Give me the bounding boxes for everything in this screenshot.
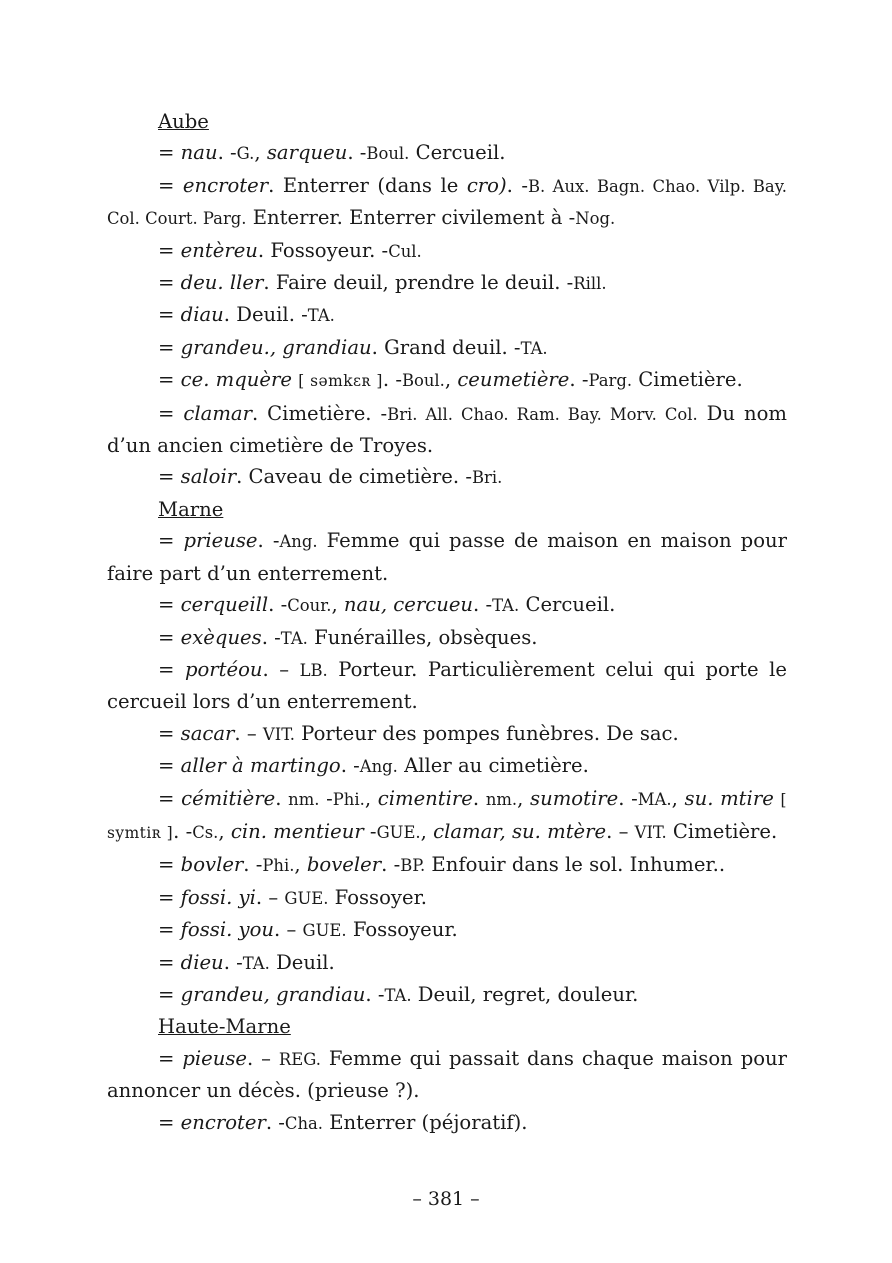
glossary-entry xyxy=(107,750,787,782)
entry-text: = xyxy=(158,529,184,553)
phonetic-transcription: [ symtiʀ ] xyxy=(107,790,787,842)
locality-abbreviation: TA. xyxy=(280,628,308,648)
entry-text: , xyxy=(364,786,378,810)
dialect-term: encroter xyxy=(180,1110,266,1134)
entry-text: = xyxy=(158,786,182,810)
entry-text: = xyxy=(158,950,181,974)
glossary-entry xyxy=(107,882,787,914)
dialect-term: su. mtire xyxy=(684,786,774,810)
locality-abbreviation: Cha. xyxy=(284,1113,324,1133)
section-heading-text: Aube xyxy=(158,110,209,133)
locality-abbreviation: GUE. xyxy=(302,921,347,941)
locality-abbreviation: MA. xyxy=(637,789,672,809)
dialect-term: exèques xyxy=(180,625,262,649)
entry-text: = xyxy=(158,593,181,617)
entry-text: . Fossoyeur. - xyxy=(257,238,389,262)
glossary-entry xyxy=(107,299,787,331)
entry-text: Cercueil. xyxy=(409,141,506,165)
locality-abbreviation: Rill. xyxy=(573,274,607,294)
entry-text: = xyxy=(158,303,181,327)
dialect-term: sacar xyxy=(180,721,235,745)
entry-text: . - xyxy=(265,1110,285,1134)
entry-text: . Enterrer (dans le xyxy=(268,173,467,197)
dialect-term: fossi. yi xyxy=(180,885,256,909)
locality-abbreviation: Phi. xyxy=(262,856,295,876)
entry-text: . xyxy=(472,786,486,810)
entry-text: = xyxy=(158,271,181,295)
entry-text: Femme qui passait dans chaque maison pour annoncer un décès. (prieuse ?). xyxy=(107,1046,788,1103)
document-body xyxy=(107,106,787,1139)
glossary-entry xyxy=(107,1043,787,1107)
entry-text: . Deuil. - xyxy=(223,303,308,327)
glossary-entry xyxy=(107,170,787,235)
entry-text: = xyxy=(158,368,181,392)
entry-text: . – xyxy=(274,918,303,942)
dialect-term: nau xyxy=(180,141,218,165)
entry-text: . - xyxy=(223,950,243,974)
dialect-term: pieuse xyxy=(182,1046,248,1070)
section-heading xyxy=(107,106,787,137)
dialect-term: saloir xyxy=(180,465,237,489)
glossary-entry xyxy=(107,461,787,493)
locality-abbreviation: Boul. xyxy=(401,371,445,391)
entry-text: = xyxy=(158,141,181,165)
entry-text: . Cimetière. - xyxy=(251,401,388,425)
entry-text: . – xyxy=(262,657,300,681)
dialect-term: portéou xyxy=(184,657,263,681)
locality-abbreviation: Cul. xyxy=(388,241,422,261)
dialect-term: cémitière xyxy=(181,786,276,810)
glossary-entry xyxy=(107,947,787,979)
dialect-term: grandeu., grandiau xyxy=(180,335,372,359)
entry-text: , xyxy=(254,141,267,165)
entry-text: Fossoyer. xyxy=(328,885,428,909)
locality-abbreviation: Ang. xyxy=(279,532,318,552)
entry-text: Porteur. Particulièrement celui qui porte le cercueil lors d’un enterrement. xyxy=(107,657,788,714)
entry-text: Cimetière. xyxy=(666,819,778,843)
glossary-entry xyxy=(107,783,787,850)
entry-text: , xyxy=(517,786,531,810)
entry-text: Du nom d’un ancien cimetière de Troyes. xyxy=(107,401,787,458)
entry-text: Cercueil. xyxy=(519,593,616,617)
locality-abbreviation: Cour. xyxy=(287,596,332,616)
entry-text: = xyxy=(158,625,181,649)
dialect-term: diau xyxy=(180,303,224,327)
entry-text: . - xyxy=(268,593,288,617)
glossary-entry xyxy=(107,654,787,718)
glossary-entry xyxy=(107,235,787,267)
dialect-term: aller à martingo xyxy=(180,754,341,778)
section-heading xyxy=(107,494,787,525)
entry-text: = xyxy=(158,657,185,681)
dialect-term: ce. mquère xyxy=(180,368,292,392)
locality-abbreviation: Ang. xyxy=(359,757,398,777)
locality-abbreviation: TA. xyxy=(307,306,335,326)
locality-abbreviation: TA. xyxy=(492,596,520,616)
entry-text: = xyxy=(158,335,181,359)
entry-text: Enterrer (péjoratif). xyxy=(323,1110,528,1134)
entry-text: = xyxy=(158,982,181,1006)
locality-abbreviation: GUE. xyxy=(376,822,421,842)
phonetic-transcription: [ səmkɛʀ ] xyxy=(298,372,383,391)
entry-text: . - xyxy=(261,625,281,649)
glossary-entry xyxy=(107,525,787,589)
glossary-entry xyxy=(107,914,787,946)
entry-text: . - xyxy=(473,593,493,617)
glossary-entry xyxy=(107,718,787,750)
glossary-entry xyxy=(107,589,787,621)
dialect-term: grandeu, grandiau xyxy=(180,982,366,1006)
entry-text: . - xyxy=(347,141,367,165)
entry-text: Porteur des pompes funèbres. De sac. xyxy=(294,721,679,745)
entry-text: = xyxy=(158,465,181,489)
locality-abbreviation: Bri. All. Chao. Ram. Bay. Morv. Col. xyxy=(387,404,698,424)
locality-abbreviation: TA. xyxy=(242,953,270,973)
locality-abbreviation: GUE. xyxy=(284,888,329,908)
entry-text: . - xyxy=(173,819,193,843)
entry-text: Funérailles, obsèques. xyxy=(307,625,538,649)
entry-text: . xyxy=(275,786,289,810)
entry-text: , xyxy=(218,819,231,843)
locality-abbreviation: Nog. xyxy=(575,209,616,229)
glossary-content xyxy=(107,106,787,1139)
entry-text: . - xyxy=(382,368,402,392)
section-heading xyxy=(107,1011,787,1042)
dialect-term: clamar xyxy=(183,401,252,425)
glossary-entry xyxy=(107,267,787,299)
entry-text: = xyxy=(158,885,181,909)
glossary-entry xyxy=(107,849,787,881)
dialect-term: prieuse xyxy=(183,529,258,553)
entry-text: , xyxy=(331,593,344,617)
dialect-term: cerqueill xyxy=(180,593,269,617)
entry-text: Deuil, regret, douleur. xyxy=(411,982,639,1006)
entry-text: - xyxy=(363,819,377,843)
entry-text: = xyxy=(158,1110,181,1134)
entry-text: . - xyxy=(217,141,237,165)
entry-text: . - xyxy=(243,853,263,877)
entry-text: Femme qui passe de maison en maison pour faire part d’un enterrement. xyxy=(107,529,787,585)
entry-text: = xyxy=(158,853,181,877)
entry-text: = xyxy=(158,401,184,425)
locality-abbreviation: BP. xyxy=(400,856,426,876)
dialect-term: cro) xyxy=(466,173,507,197)
locality-abbreviation: nm. xyxy=(485,789,518,809)
dialect-term: dieu xyxy=(180,950,224,974)
dialect-term: cimentire xyxy=(377,786,473,810)
entry-text: Fossoyeur. xyxy=(346,918,458,942)
glossary-entry xyxy=(107,622,787,654)
entry-text: Enterrer. Enterrer civilement à - xyxy=(246,206,576,230)
locality-abbreviation: VIT. xyxy=(634,822,667,842)
dialect-term: bovler xyxy=(180,853,244,877)
locality-abbreviation: TA. xyxy=(384,985,412,1005)
entry-text: . - xyxy=(618,786,638,810)
dialect-term: fossi. you xyxy=(180,918,275,942)
entry-text: , xyxy=(671,786,685,810)
locality-abbreviation: VIT. xyxy=(262,724,295,744)
entry-text: . - xyxy=(257,529,280,553)
locality-abbreviation: Boul. xyxy=(366,144,410,164)
glossary-entry xyxy=(107,332,787,364)
locality-abbreviation: Cs. xyxy=(192,822,219,842)
entry-text: Deuil. xyxy=(269,950,335,974)
entry-text: = xyxy=(158,918,181,942)
locality-abbreviation: REG. xyxy=(278,1049,321,1069)
entry-text: - xyxy=(319,786,333,810)
entry-text: . - xyxy=(365,982,385,1006)
entry-text: . – xyxy=(247,1046,279,1070)
entry-text: = xyxy=(158,238,181,262)
entry-text: . - xyxy=(506,173,528,197)
entry-text: . Caveau de cimetière. - xyxy=(236,465,472,489)
dialect-term: deu. ller xyxy=(180,271,264,295)
locality-abbreviation: Phi. xyxy=(332,789,365,809)
entry-text: . - xyxy=(381,853,401,877)
dialect-term: sumotire xyxy=(530,786,619,810)
glossary-entry xyxy=(107,364,787,397)
entry-text: Enfouir dans le sol. Inhumer.. xyxy=(425,853,726,877)
locality-abbreviation: LB. xyxy=(299,660,328,680)
entry-text: . – xyxy=(234,721,263,745)
entry-text: , xyxy=(294,853,307,877)
glossary-entry xyxy=(107,1107,787,1139)
locality-abbreviation: TA. xyxy=(520,338,548,358)
entry-text: = xyxy=(158,754,181,778)
entry-text: = xyxy=(158,721,181,745)
glossary-entry xyxy=(107,137,787,169)
dialect-term: cin. mentieur xyxy=(230,819,364,843)
entry-text: . – xyxy=(255,885,285,909)
entry-text: . – xyxy=(606,819,635,843)
locality-abbreviation: G. xyxy=(236,144,255,164)
entry-text: Cimetière. xyxy=(632,368,743,392)
locality-abbreviation: nm. xyxy=(288,789,320,809)
dialect-term: encroter xyxy=(182,173,269,197)
dialect-term: clamar, su. mtère xyxy=(433,819,607,843)
locality-abbreviation: B. Aux. Bagn. Chao. Vilp. Bay. Col. Court. Parg. xyxy=(107,176,787,229)
locality-abbreviation: Parg. xyxy=(588,371,633,391)
entry-text: = xyxy=(158,173,183,197)
entry-text: Aller au cimetière. xyxy=(397,754,589,778)
entry-text: = xyxy=(158,1046,183,1070)
section-heading-text: Haute-Marne xyxy=(158,1015,291,1039)
entry-text: . Faire deuil, prendre le deuil. - xyxy=(263,271,574,295)
section-heading-text: Marne xyxy=(158,497,224,521)
dialect-term: entèreu xyxy=(180,238,258,262)
entry-text: , xyxy=(420,819,434,843)
dialect-term: nau, cercueu xyxy=(343,593,474,617)
entry-text: . - xyxy=(569,368,589,392)
dialect-term: sarqueu xyxy=(266,141,348,165)
entry-text: . - xyxy=(340,754,360,778)
dialect-term: ceumetière xyxy=(457,368,570,392)
glossary-entry xyxy=(107,398,787,462)
page-number: – 381 – xyxy=(412,1188,480,1210)
entry-text: , xyxy=(444,368,458,392)
glossary-entry xyxy=(107,979,787,1011)
dialect-term: boveler xyxy=(306,853,382,877)
entry-text: . Grand deuil. - xyxy=(371,335,521,359)
locality-abbreviation: Bri. xyxy=(471,468,503,488)
